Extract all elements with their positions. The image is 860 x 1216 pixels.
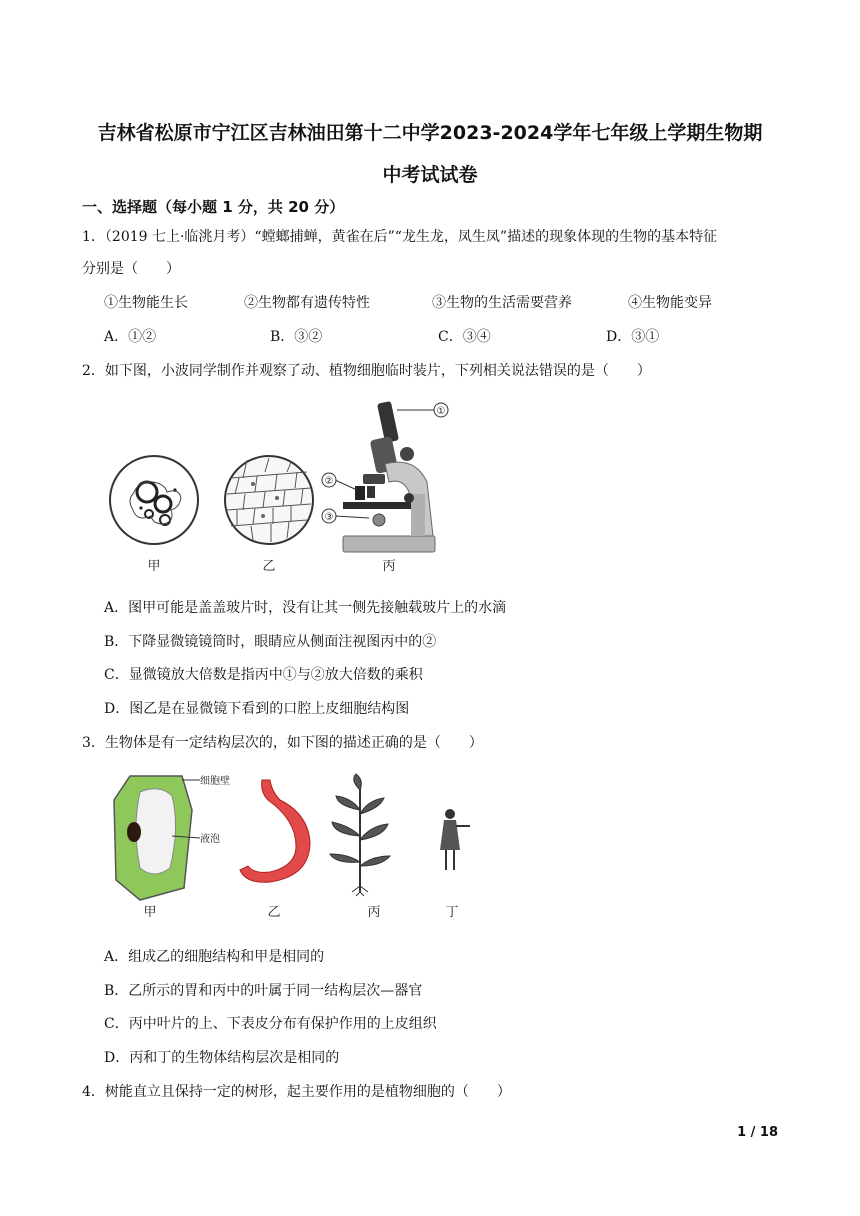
label-cell-wall: 细胞壁 <box>200 776 230 787</box>
callout-3: ③ <box>324 512 334 523</box>
q1-option-a: A．①② <box>104 329 157 345</box>
q3-label-jia: 甲 <box>143 905 157 920</box>
q3-option-c: C．丙中叶片的上、下表皮分布有保护作用的上皮组织 <box>104 1016 437 1032</box>
q2-label-bing: 丙 <box>382 559 396 574</box>
q1-option-d: D．③① <box>606 329 660 345</box>
q1-option-c: C．③④ <box>438 329 491 345</box>
plant-bing-image <box>330 774 390 896</box>
callout-2: ② <box>324 476 334 487</box>
page-number: 1 / 18 <box>737 1125 778 1140</box>
q3-option-d: D．丙和丁的生物体结构层次是相同的 <box>104 1050 340 1066</box>
q3-stem: 3．生物体是有一定结构层次的，如下图的描述正确的是（ ） <box>82 735 483 751</box>
cell-slide-jia-image <box>110 456 198 544</box>
q3-label-bing: 丙 <box>367 905 381 920</box>
q1-item-1: ①生物能生长 <box>104 295 188 311</box>
section-heading: 一、选择题（每小题 1 分，共 20 分） <box>82 198 345 216</box>
cell-slide-yi-image <box>225 456 313 544</box>
document-title-line2: 中考试试卷 <box>382 164 478 186</box>
person-ding-image <box>440 809 470 870</box>
q2-label-yi: 乙 <box>262 559 276 574</box>
plant-cell-jia-image <box>114 774 230 900</box>
q2-option-b: B．下降显微镜镜筒时，眼睛应从侧面注视图丙中的② <box>104 634 437 650</box>
q3-label-yi: 乙 <box>267 905 281 920</box>
microscope-bing-image <box>322 401 448 552</box>
q4-stem: 4．树能直立且保持一定的树形，起主要作用的是植物细胞的（ ） <box>82 1084 511 1100</box>
document-title-line1: 吉林省松原市宁江区吉林油田第十二中学2023-2024学年七年级上学期生物期 <box>97 122 763 144</box>
callout-1: ① <box>436 406 446 417</box>
q2-label-jia: 甲 <box>147 559 161 574</box>
q2-figure <box>105 398 455 580</box>
stomach-yi-image <box>240 780 310 882</box>
q1-option-b: B．③② <box>270 329 323 345</box>
q3-label-ding: 丁 <box>445 905 459 920</box>
q2-option-d: D．图乙是在显微镜下看到的口腔上皮细胞结构图 <box>104 701 410 717</box>
q3-figure <box>108 770 488 922</box>
q1-item-3: ③生物的生活需要营养 <box>432 295 572 311</box>
q3-option-a: A．组成乙的细胞结构和甲是相同的 <box>104 949 325 965</box>
q1-item-2: ②生物都有遗传特性 <box>244 295 370 311</box>
q1-stem-line1: 1．（2019 七上·临洮月考）“螳螂捕蝉，黄雀在后”“龙生龙，凤生凤”描述的现象体现的生物的基本特征 <box>82 229 718 245</box>
label-vacuole: 液泡 <box>200 834 220 845</box>
q2-option-c: C．显微镜放大倍数是指丙中①与②放大倍数的乘积 <box>104 667 423 683</box>
q3-option-b: B．乙所示的胃和丙中的叶属于同一结构层次—器官 <box>104 983 423 999</box>
q2-stem: 2．如下图，小波同学制作并观察了动、植物细胞临时装片，下列相关说法错误的是（ ） <box>82 363 651 379</box>
q1-item-4: ④生物能变异 <box>628 295 712 311</box>
q1-stem-line2: 分别是（ ） <box>82 261 180 277</box>
q2-option-a: A．图甲可能是盖盖玻片时，没有让其一侧先接触载玻片上的水滴 <box>104 600 507 616</box>
